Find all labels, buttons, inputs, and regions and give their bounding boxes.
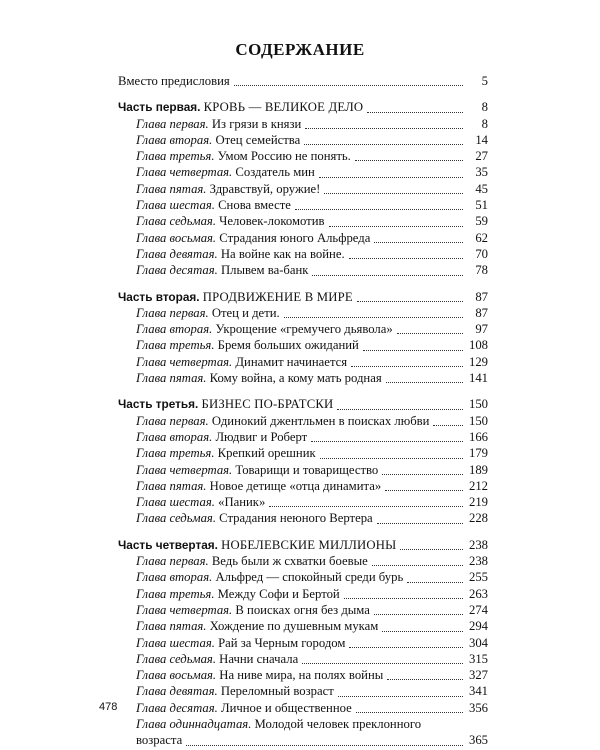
- toc-entry-chapter: [118, 478, 488, 494]
- chapter-title: Отец семейства: [215, 132, 301, 147]
- chapter-title: Ведь были ж схватки боевые: [211, 554, 368, 569]
- chapter-heading: [136, 337, 359, 353]
- dot-leader: [382, 464, 463, 475]
- page-ref: 59: [475, 214, 488, 229]
- toc-entry-chapter: [118, 337, 488, 353]
- chapter-heading: [136, 354, 347, 370]
- chapter-ordinal: Глава третья.: [136, 586, 215, 601]
- page-ref: 8: [481, 100, 488, 115]
- toc-entry-chapter: [118, 586, 488, 602]
- toc-entry-chapter: [118, 494, 488, 510]
- chapter-heading: [136, 494, 265, 510]
- page-ref: 150: [468, 413, 488, 428]
- part-label: Часть вторая.: [118, 289, 200, 304]
- chapter-ordinal: Глава первая.: [136, 116, 209, 131]
- page-ref: 87: [475, 289, 488, 304]
- page-ref: 166: [468, 429, 488, 444]
- chapter-heading: [136, 586, 340, 602]
- chapter-heading: [136, 262, 308, 278]
- chapter-title: Товарищи и товарищество: [235, 462, 379, 477]
- chapter-ordinal: Глава первая.: [136, 413, 209, 428]
- chapter-title: Умом Россию не понять.: [217, 149, 351, 164]
- part-title: НОБЕЛЕВСКИЕ МИЛЛИОНЫ: [221, 537, 397, 552]
- chapter-ordinal: Глава седьмая.: [136, 651, 216, 666]
- toc-entry-chapter: [118, 553, 488, 569]
- page-ref: 274: [468, 602, 488, 617]
- dot-leader: [377, 513, 463, 524]
- chapter-title: Человек-локомотив: [219, 214, 325, 229]
- chapter-heading: [136, 116, 301, 132]
- toc-entry-part: [118, 396, 488, 412]
- dot-leader: [324, 183, 463, 194]
- chapter-heading: [136, 667, 383, 683]
- page-ref: 327: [468, 668, 488, 683]
- page-ref: 238: [468, 554, 488, 569]
- chapter-heading: [136, 445, 316, 461]
- chapter-title: Одинокий джентльмен в поисках любви: [211, 413, 430, 428]
- page-ref: 87: [475, 305, 488, 320]
- dot-leader: [337, 399, 463, 410]
- chapter-heading: [136, 700, 352, 716]
- dot-leader: [351, 356, 463, 367]
- preface-title: Вместо предисловия: [118, 74, 230, 88]
- toc-entry-chapter: [118, 602, 488, 618]
- page-ref: 78: [475, 263, 488, 278]
- chapter-heading: [136, 462, 378, 478]
- chapter-heading: [136, 246, 345, 262]
- chapter-heading: [136, 148, 351, 164]
- toc-entry-chapter: [118, 569, 488, 585]
- dot-leader: [304, 134, 463, 145]
- dot-leader: [284, 307, 463, 318]
- chapter-title: Динамит начинается: [235, 354, 348, 369]
- chapter-title: В поисках огня без дыма: [235, 602, 370, 617]
- part-title: БИЗНЕС ПО-БРАТСКИ: [201, 397, 334, 412]
- chapter-heading: [136, 478, 381, 494]
- dot-leader: [433, 415, 463, 426]
- toc-entry-chapter: [118, 635, 488, 651]
- part-label: Часть третья.: [118, 397, 199, 412]
- toc-entry-chapter: [118, 321, 488, 337]
- dot-leader: [312, 265, 463, 276]
- toc-entry-part: [118, 537, 488, 553]
- chapter-ordinal: Глава девятая.: [136, 246, 218, 261]
- toc-entry-chapter: [118, 667, 488, 683]
- toc-entry-chapter: [118, 700, 488, 716]
- chapter-title: На ниве мира, на полях войны: [219, 668, 384, 683]
- dot-leader: [374, 232, 463, 243]
- page-ref: 70: [475, 246, 488, 261]
- page-ref: 341: [468, 684, 488, 699]
- toc-entry-chapter: [118, 370, 488, 386]
- chapter-title: «Паник»: [218, 495, 266, 510]
- dot-leader: [295, 199, 463, 210]
- chapter-title: Снова вместе: [218, 198, 291, 213]
- chapter-ordinal: Глава вторая.: [136, 570, 213, 585]
- chapter-ordinal: Глава первая.: [136, 305, 209, 320]
- dot-leader: [385, 480, 463, 491]
- toc-entry-chapter: [118, 164, 488, 180]
- toc-entry-chapter: [118, 618, 488, 634]
- chapter-title: Страдания юного Альфреда: [219, 230, 371, 245]
- toc-entry-chapter: [118, 305, 488, 321]
- dot-leader: [386, 372, 463, 383]
- chapter-heading: [136, 321, 393, 337]
- chapter-ordinal: Глава шестая.: [136, 198, 215, 213]
- part-title: КРОВЬ — ВЕЛИКОЕ ДЕЛО: [203, 100, 364, 115]
- dot-leader: [407, 572, 463, 583]
- part-label: Часть четвертая.: [118, 537, 218, 552]
- chapter-ordinal: Глава девятая.: [136, 684, 218, 699]
- chapter-ordinal: Глава четвертая.: [136, 165, 233, 180]
- chapter-title: Бремя больших ожиданий: [217, 338, 359, 353]
- page-ref: 212: [468, 478, 488, 493]
- part-heading: [118, 537, 396, 553]
- part-heading: [118, 396, 333, 412]
- part-label: Часть первая.: [118, 100, 201, 115]
- chapter-ordinal: Глава третья.: [136, 446, 215, 461]
- dot-leader: [186, 735, 463, 746]
- toc-entry-chapter: [118, 413, 488, 429]
- chapter-heading: [136, 413, 429, 429]
- toc-entry-chapter: [118, 354, 488, 370]
- toc-entry-chapter: [118, 510, 488, 526]
- toc-entry-chapter-line1: [118, 716, 488, 732]
- page-ref: 189: [468, 462, 488, 477]
- dot-leader: [338, 686, 463, 697]
- chapter-title: Страдания неюного Вертера: [219, 511, 373, 526]
- chapter-heading: [136, 370, 382, 386]
- dot-leader: [329, 216, 464, 227]
- page-ref: 5: [481, 74, 488, 88]
- chapter-heading: [136, 213, 325, 229]
- dot-leader: [311, 431, 463, 442]
- chapter-title: Отец и дети.: [211, 305, 280, 320]
- chapter-title: Личное и общественное: [220, 700, 352, 715]
- page-ref: 62: [475, 230, 488, 245]
- chapter-title: Из грязи в князи: [211, 116, 302, 131]
- dot-leader: [397, 323, 463, 334]
- chapter-heading: [136, 635, 345, 651]
- chapter-ordinal: Глава пятая.: [136, 371, 207, 386]
- dot-leader: [349, 248, 463, 259]
- dot-leader: [349, 637, 463, 648]
- page-ref: 8: [481, 116, 488, 131]
- toc-entry-chapter: [118, 132, 488, 148]
- page-ref: 255: [468, 570, 488, 585]
- page-ref: 97: [475, 322, 488, 337]
- chapter-ordinal: Глава четвертая.: [136, 602, 233, 617]
- page-ref: 51: [475, 198, 488, 213]
- chapter-ordinal: Глава одиннадцатая.: [136, 716, 252, 731]
- chapter-ordinal: Глава четвертая.: [136, 354, 233, 369]
- page-ref: 228: [468, 511, 488, 526]
- dot-leader: [355, 150, 463, 161]
- chapter-ordinal: Глава вторая.: [136, 132, 213, 147]
- chapter-heading: [136, 651, 298, 667]
- page-ref: 315: [468, 651, 488, 666]
- part-heading: [118, 289, 353, 305]
- page-ref: 179: [468, 446, 488, 461]
- chapter-title: Укрощение «гремучего дьявола»: [215, 322, 393, 337]
- chapter-title: Рай за Черным городом: [218, 635, 346, 650]
- toc-entry-chapter: [118, 683, 488, 699]
- dot-leader: [320, 448, 463, 459]
- chapter-title: Хождение по душевным мукам: [209, 619, 379, 634]
- part-heading: [118, 99, 363, 115]
- dot-leader: [234, 75, 463, 86]
- chapter-ordinal: Глава шестая.: [136, 495, 215, 510]
- page-ref: 219: [468, 495, 488, 510]
- page-ref: 304: [468, 635, 488, 650]
- toc-entry-chapter: [118, 116, 488, 132]
- chapter-heading: [136, 132, 300, 148]
- toc-entry-chapter: [118, 651, 488, 667]
- chapter-heading: [136, 197, 291, 213]
- chapter-title: Между Софи и Бертой: [217, 586, 340, 601]
- chapter-ordinal: Глава третья.: [136, 149, 215, 164]
- chapter-ordinal: Глава пятая.: [136, 478, 207, 493]
- chapter-ordinal: Глава седьмая.: [136, 214, 216, 229]
- dot-leader: [387, 669, 463, 680]
- page-ref: 356: [468, 700, 488, 715]
- dot-leader: [382, 621, 463, 632]
- chapter-title: Альфред — спокойный среди бурь: [215, 570, 404, 585]
- page-ref: 263: [468, 586, 488, 601]
- chapter-ordinal: Глава вторая.: [136, 322, 213, 337]
- chapter-heading: [136, 569, 403, 585]
- chapter-heading: [136, 429, 307, 445]
- page-ref: 150: [468, 397, 488, 412]
- chapter-ordinal: Глава десятая.: [136, 263, 218, 278]
- page-ref: 294: [468, 619, 488, 634]
- toc-entry-chapter: [118, 429, 488, 445]
- toc-entry-chapter: [118, 197, 488, 213]
- dot-leader: [356, 702, 463, 713]
- chapter-title: Кому война, а кому мать родная: [209, 371, 382, 386]
- page-ref: 35: [475, 165, 488, 180]
- dot-leader: [400, 539, 463, 550]
- chapter-heading: [136, 683, 334, 699]
- chapter-title: Новое детище «отца динамита»: [209, 478, 382, 493]
- page-ref: 365: [468, 733, 488, 748]
- chapter-ordinal: Глава седьмая.: [136, 511, 216, 526]
- chapter-title: Начни сначала: [219, 651, 299, 666]
- dot-leader: [344, 588, 463, 599]
- dot-leader: [367, 102, 463, 113]
- dot-leader: [372, 555, 463, 566]
- chapter-ordinal: Глава восьмая.: [136, 230, 217, 245]
- page-ref: 129: [468, 354, 488, 369]
- chapter-ordinal: Глава восьмая.: [136, 668, 217, 683]
- page-ref: 14: [475, 132, 488, 147]
- chapter-heading: [136, 510, 373, 526]
- chapter-ordinal: Глава вторая.: [136, 429, 213, 444]
- toc-entry-chapter: [118, 246, 488, 262]
- chapter-title: Молодой человек преклонного: [254, 716, 422, 731]
- chapter-title: Переломный возраст: [220, 684, 334, 699]
- part-title: ПРОДВИЖЕНИЕ В МИРЕ: [202, 289, 353, 304]
- chapter-ordinal: Глава третья.: [136, 338, 215, 353]
- chapter-ordinal: Глава пятая.: [136, 181, 207, 196]
- chapter-title: Здравствуй, оружие!: [209, 181, 321, 196]
- toc-entry-part: [118, 99, 488, 115]
- table-of-contents: [118, 73, 488, 749]
- page-ref: 238: [468, 537, 488, 552]
- chapter-heading: [136, 230, 370, 246]
- chapter-title: Крепкий орешник: [217, 446, 316, 461]
- chapter-ordinal: Глава десятая.: [136, 700, 218, 715]
- toc-entry-chapter: [118, 148, 488, 164]
- page-ref: 27: [475, 149, 488, 164]
- toc-entry-chapter: [118, 213, 488, 229]
- chapter-title-continued: возраста: [136, 733, 183, 748]
- page-ref: 141: [468, 371, 488, 386]
- chapter-ordinal: Глава четвертая.: [136, 462, 233, 477]
- chapter-heading: [136, 181, 320, 197]
- dot-leader: [363, 340, 463, 351]
- chapter-heading: [136, 618, 378, 634]
- page-title: СОДЕРЖАНИЕ: [235, 40, 365, 59]
- chapter-heading: [136, 305, 280, 321]
- chapter-heading: [136, 553, 368, 569]
- toc-entry-chapter: [118, 462, 488, 478]
- chapter-heading: [136, 602, 370, 618]
- dot-leader: [269, 496, 463, 507]
- dot-leader: [305, 118, 463, 129]
- toc-entry-chapter-line2: [118, 732, 488, 748]
- toc-entry-chapter: [118, 230, 488, 246]
- page-ref: 108: [468, 338, 488, 353]
- chapter-title: На войне как на войне.: [220, 246, 345, 261]
- chapter-title: Плывем ва-банк: [220, 263, 309, 278]
- page-ref: 45: [475, 181, 488, 196]
- chapter-title: Создатель мин: [235, 165, 315, 180]
- toc-entry-chapter: [118, 445, 488, 461]
- dot-leader: [302, 653, 463, 664]
- page-number: 478: [99, 701, 118, 713]
- toc-entry-part: [118, 289, 488, 305]
- toc-entry-chapter: [118, 262, 488, 278]
- chapter-heading: [136, 164, 315, 180]
- chapter-ordinal: Глава пятая.: [136, 619, 207, 634]
- dot-leader: [357, 291, 463, 302]
- toc-entry-preface: [118, 73, 488, 89]
- toc-entry-chapter: [118, 181, 488, 197]
- chapter-ordinal: Глава первая.: [136, 554, 209, 569]
- dot-leader: [319, 167, 463, 178]
- chapter-ordinal: Глава шестая.: [136, 635, 215, 650]
- chapter-title: Людвиг и Роберт: [215, 429, 308, 444]
- dot-leader: [374, 604, 463, 615]
